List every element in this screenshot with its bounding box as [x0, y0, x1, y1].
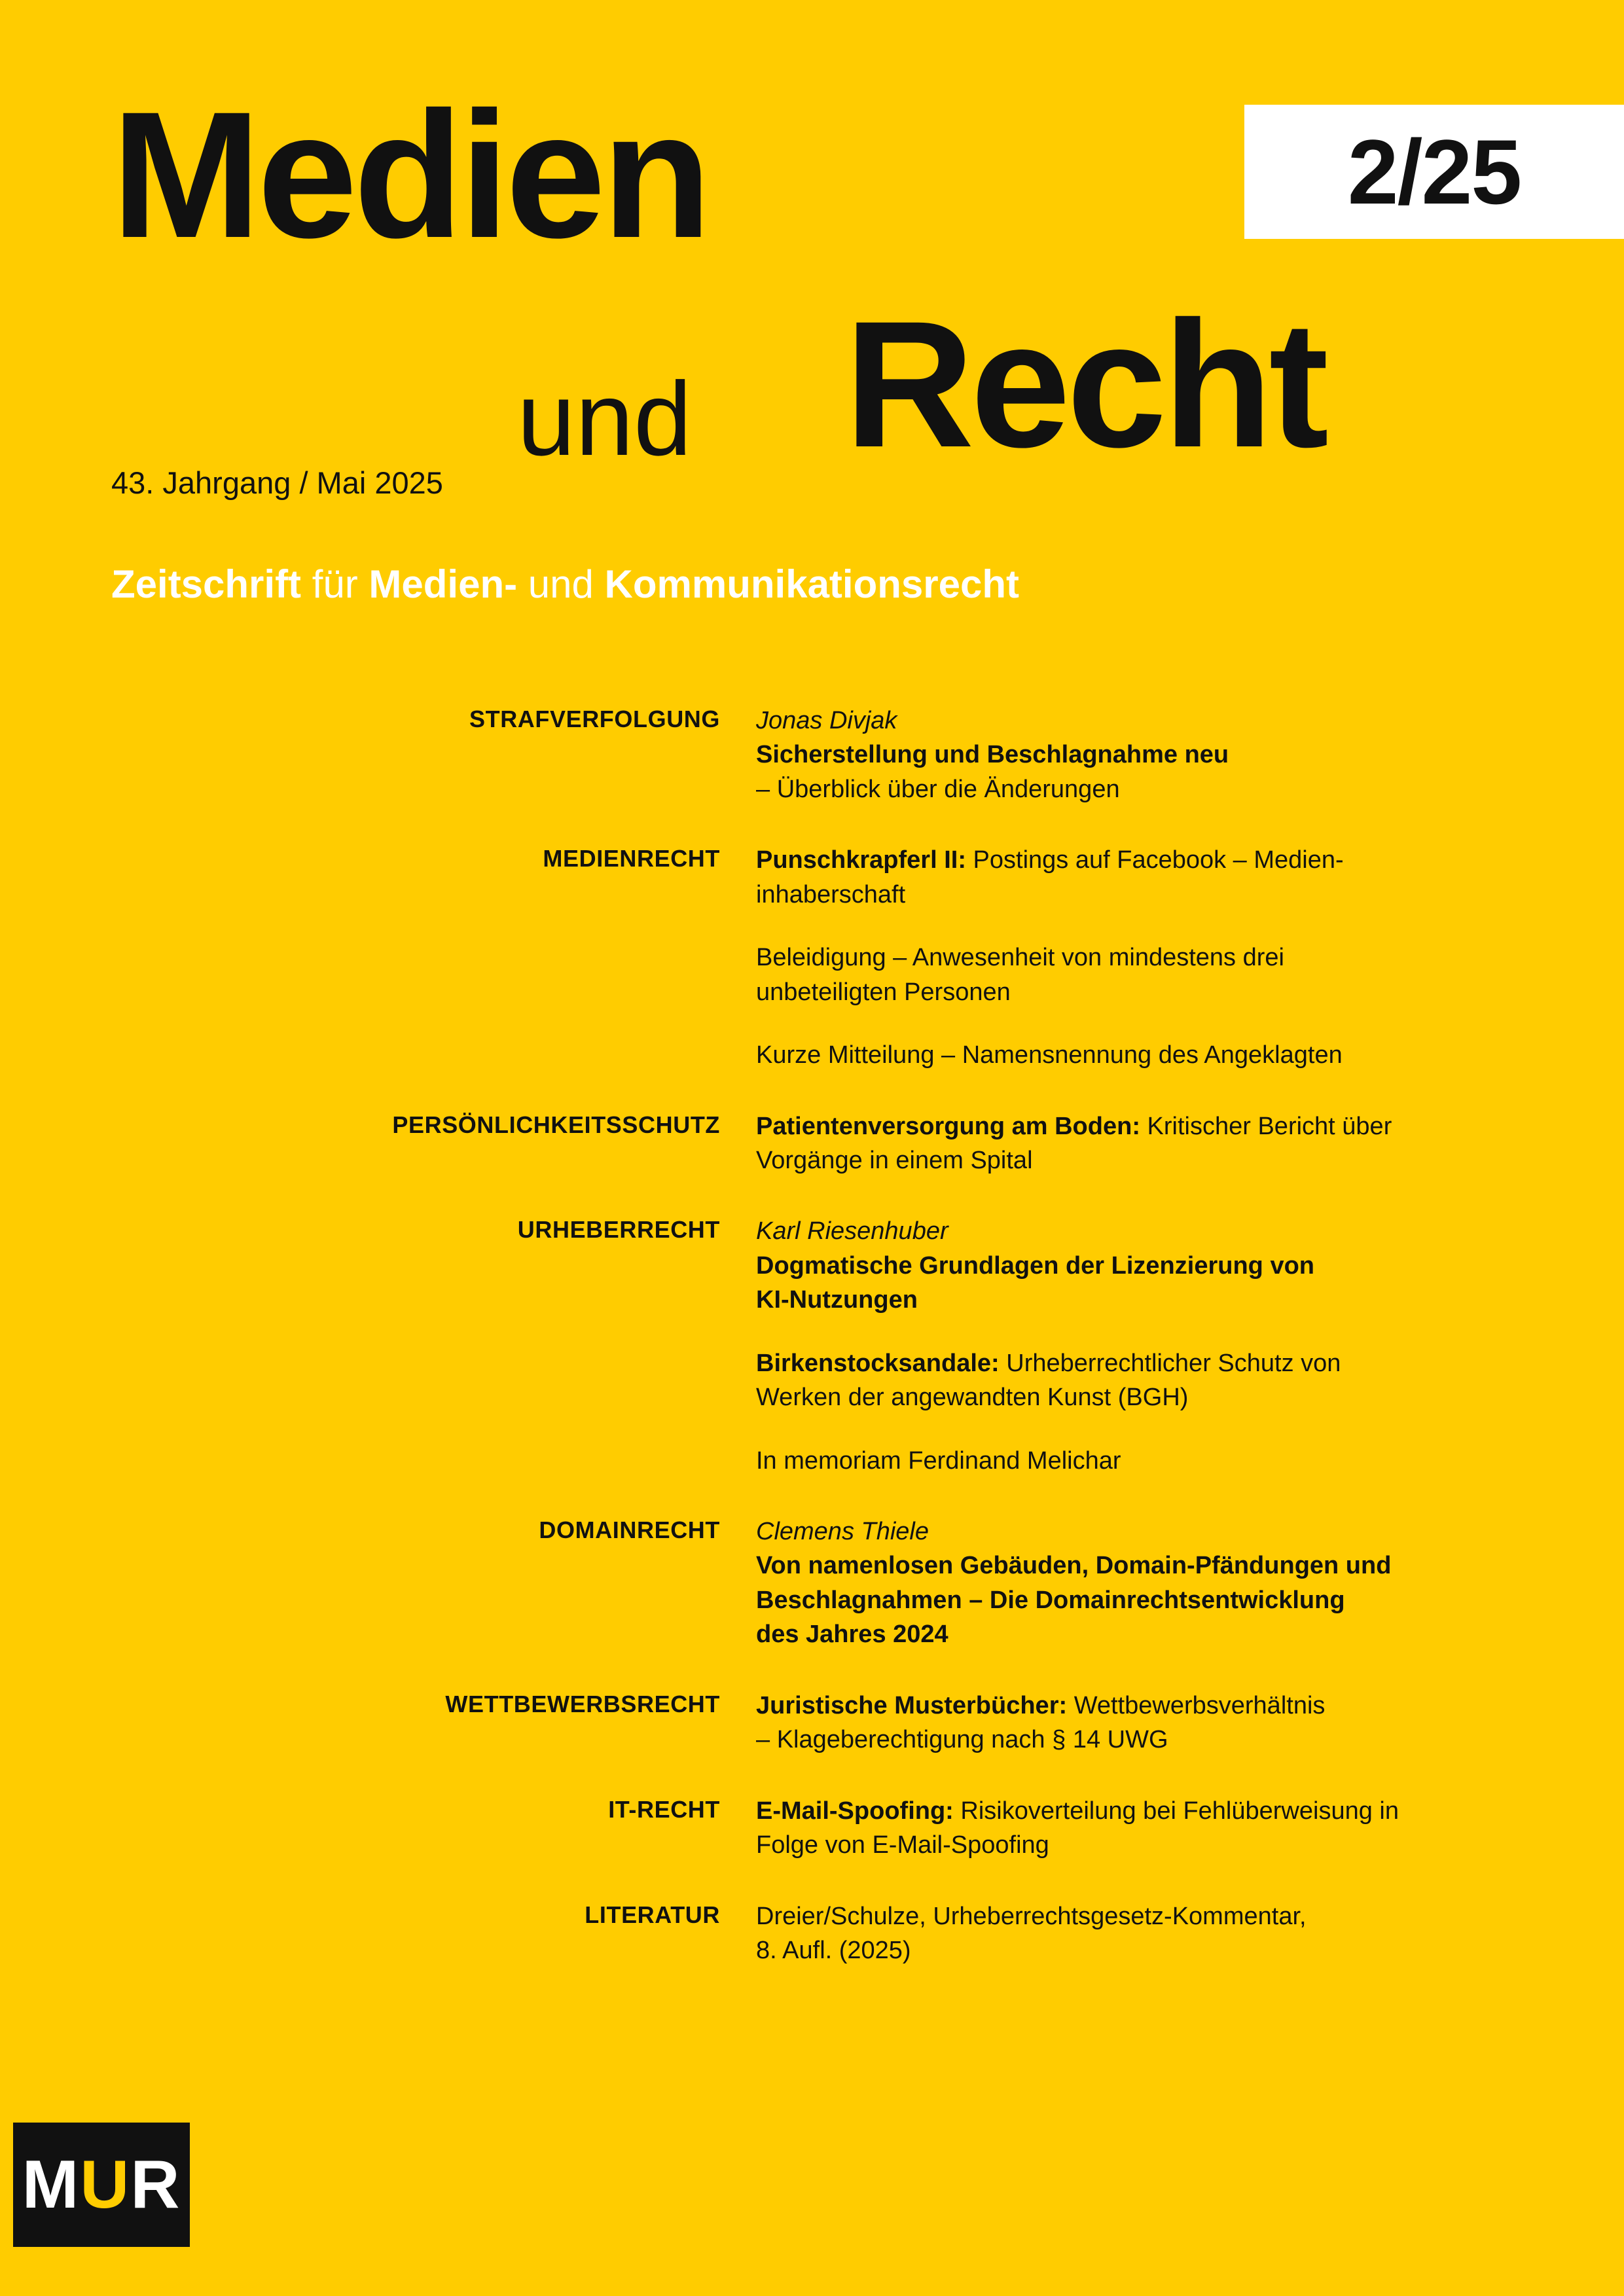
logo-letter-r: R [130, 2147, 181, 2223]
toc-item-line: Folge von E-Mail-Spoofing [756, 1831, 1049, 1859]
toc-item-line: Dreier/Schulze, Urheberrechtsgesetz-Kommentar, [756, 1902, 1307, 1930]
journal-title-medien: Medien [111, 75, 708, 276]
toc-entry-body [756, 1899, 1463, 1968]
table-of-contents [0, 704, 1624, 2004]
toc-item-line: Werken der angewandten Kunst (BGH) [756, 1384, 1189, 1412]
issue-number-box [1244, 105, 1624, 239]
journal-title-und: und [517, 360, 692, 477]
subtitle-word-4: und [528, 562, 594, 606]
toc-item-line: Birkenstocksandale: Urheberrechtlicher Schutz von [756, 1349, 1341, 1377]
toc-item-line: Dogmatische Grundlagen der Lizenzierung von [756, 1251, 1314, 1280]
toc-item-line: E-Mail-Spoofing: Risikoverteilung bei Fehlüberweisung in [756, 1797, 1399, 1825]
toc-item[interactable] [756, 1689, 1463, 1757]
logo-wordmark [22, 2147, 181, 2223]
toc-category-label: URHEBERRECHT [517, 1216, 720, 1244]
toc-item[interactable] [756, 941, 1463, 1009]
toc-item-line: inhaberschaft [756, 880, 906, 908]
issue-number: 2/25 [1347, 120, 1521, 223]
subtitle-word-2: für [312, 562, 358, 606]
toc-entry-body [756, 1689, 1463, 1757]
toc-entry-body [756, 1794, 1463, 1863]
toc-entry [0, 704, 1624, 806]
toc-entry-body [756, 1515, 1463, 1652]
toc-item-lead: Birkenstocksandale: [756, 1349, 1000, 1377]
toc-category-label: STRAFVERFOLGUNG [469, 706, 720, 732]
toc-entry-body [756, 704, 1463, 806]
toc-item-line: Beleidigung – Anwesenheit von mindestens drei [756, 944, 1284, 972]
toc-entry-body [756, 843, 1463, 1072]
toc-category-label: DOMAINRECHT [539, 1516, 720, 1543]
toc-item-line: – Überblick über die Änderungen [756, 775, 1120, 803]
toc-entry [0, 1899, 1624, 1968]
subtitle-word-1: Zeitschrift [111, 562, 302, 606]
toc-item-lead: E-Mail-Spoofing: [756, 1797, 954, 1825]
toc-item-line: Von namenlosen Gebäuden, Domain-Pfändungen und [756, 1552, 1392, 1580]
toc-entry [0, 843, 1624, 1072]
toc-item-author: Clemens Thiele [756, 1518, 929, 1545]
toc-item-author: Karl Riesenhuber [756, 1217, 948, 1246]
toc-item-line: unbeteiligten Personen [756, 978, 1011, 1006]
toc-item[interactable] [756, 1109, 1463, 1178]
toc-category-label: WETTBEWERBSRECHT [445, 1690, 720, 1717]
toc-item[interactable] [756, 843, 1463, 912]
toc-item-line: KI-Nutzungen [756, 1286, 918, 1314]
toc-entry [0, 1214, 1624, 1478]
toc-item-author: Jonas Divjak [756, 707, 897, 734]
toc-entry [0, 1109, 1624, 1178]
toc-entry [0, 1515, 1624, 1652]
logo-letter-m: M [22, 2147, 81, 2223]
toc-item[interactable] [756, 1794, 1463, 1863]
toc-item-line: Juristische Musterbücher: Wettbewerbsverhältnis [756, 1691, 1326, 1719]
toc-item[interactable] [756, 1444, 1463, 1478]
toc-category-label: MEDIENRECHT [543, 845, 720, 872]
subtitle-word-5: Kommunikationsrecht [604, 562, 1019, 606]
toc-item-line: Kurze Mitteilung – Namensnennung des Angeklagten [756, 1041, 1343, 1069]
toc-item-line: Patientenversorgung am Boden: Kritischer Bericht über [756, 1112, 1392, 1140]
toc-category-label: PERSÖNLICHKEITSSCHUTZ [392, 1111, 720, 1138]
toc-item-lead: Juristische Musterbücher: [756, 1691, 1068, 1719]
toc-item-line: – Klageberechtigung nach § 14 UWG [756, 1726, 1168, 1754]
publisher-logo [13, 2123, 190, 2247]
toc-item-line: des Jahres 2024 [756, 1621, 948, 1649]
toc-item-line: 8. Aufl. (2025) [756, 1936, 911, 1964]
logo-letter-u: U [80, 2147, 131, 2223]
toc-item[interactable] [756, 704, 1463, 806]
volume-date: 43. Jahrgang / Mai 2025 [111, 465, 443, 500]
toc-item-line: Vorgänge in einem Spital [756, 1146, 1033, 1174]
toc-item[interactable] [756, 1515, 1463, 1652]
masthead [0, 0, 1624, 668]
toc-item-lead: Patientenversorgung am Boden: [756, 1112, 1140, 1140]
toc-item-line: Sicherstellung und Beschlagnahme neu [756, 741, 1229, 769]
toc-item[interactable] [756, 1346, 1463, 1415]
toc-entry [0, 1794, 1624, 1863]
toc-entry-body [756, 1214, 1463, 1478]
toc-item[interactable] [756, 1899, 1463, 1968]
toc-category-label: IT-RECHT [608, 1795, 720, 1823]
journal-title-recht: Recht [844, 284, 1326, 485]
toc-item-lead: Punschkrapferl II: [756, 846, 966, 874]
subtitle-word-3: Medien- [369, 562, 518, 606]
toc-item-line: Punschkrapferl II: Postings auf Facebook – Medien- [756, 846, 1344, 874]
toc-item-line: Beschlagnahmen – Die Domainrechtsentwicklung [756, 1586, 1345, 1614]
toc-entry [0, 1689, 1624, 1757]
toc-item-line: In memoriam Ferdinand Melichar [756, 1446, 1121, 1475]
toc-item[interactable] [756, 1214, 1463, 1317]
toc-category-label: LITERATUR [585, 1901, 720, 1928]
toc-item[interactable] [756, 1038, 1463, 1072]
journal-subtitle [111, 563, 1019, 606]
toc-entry-body [756, 1109, 1463, 1178]
